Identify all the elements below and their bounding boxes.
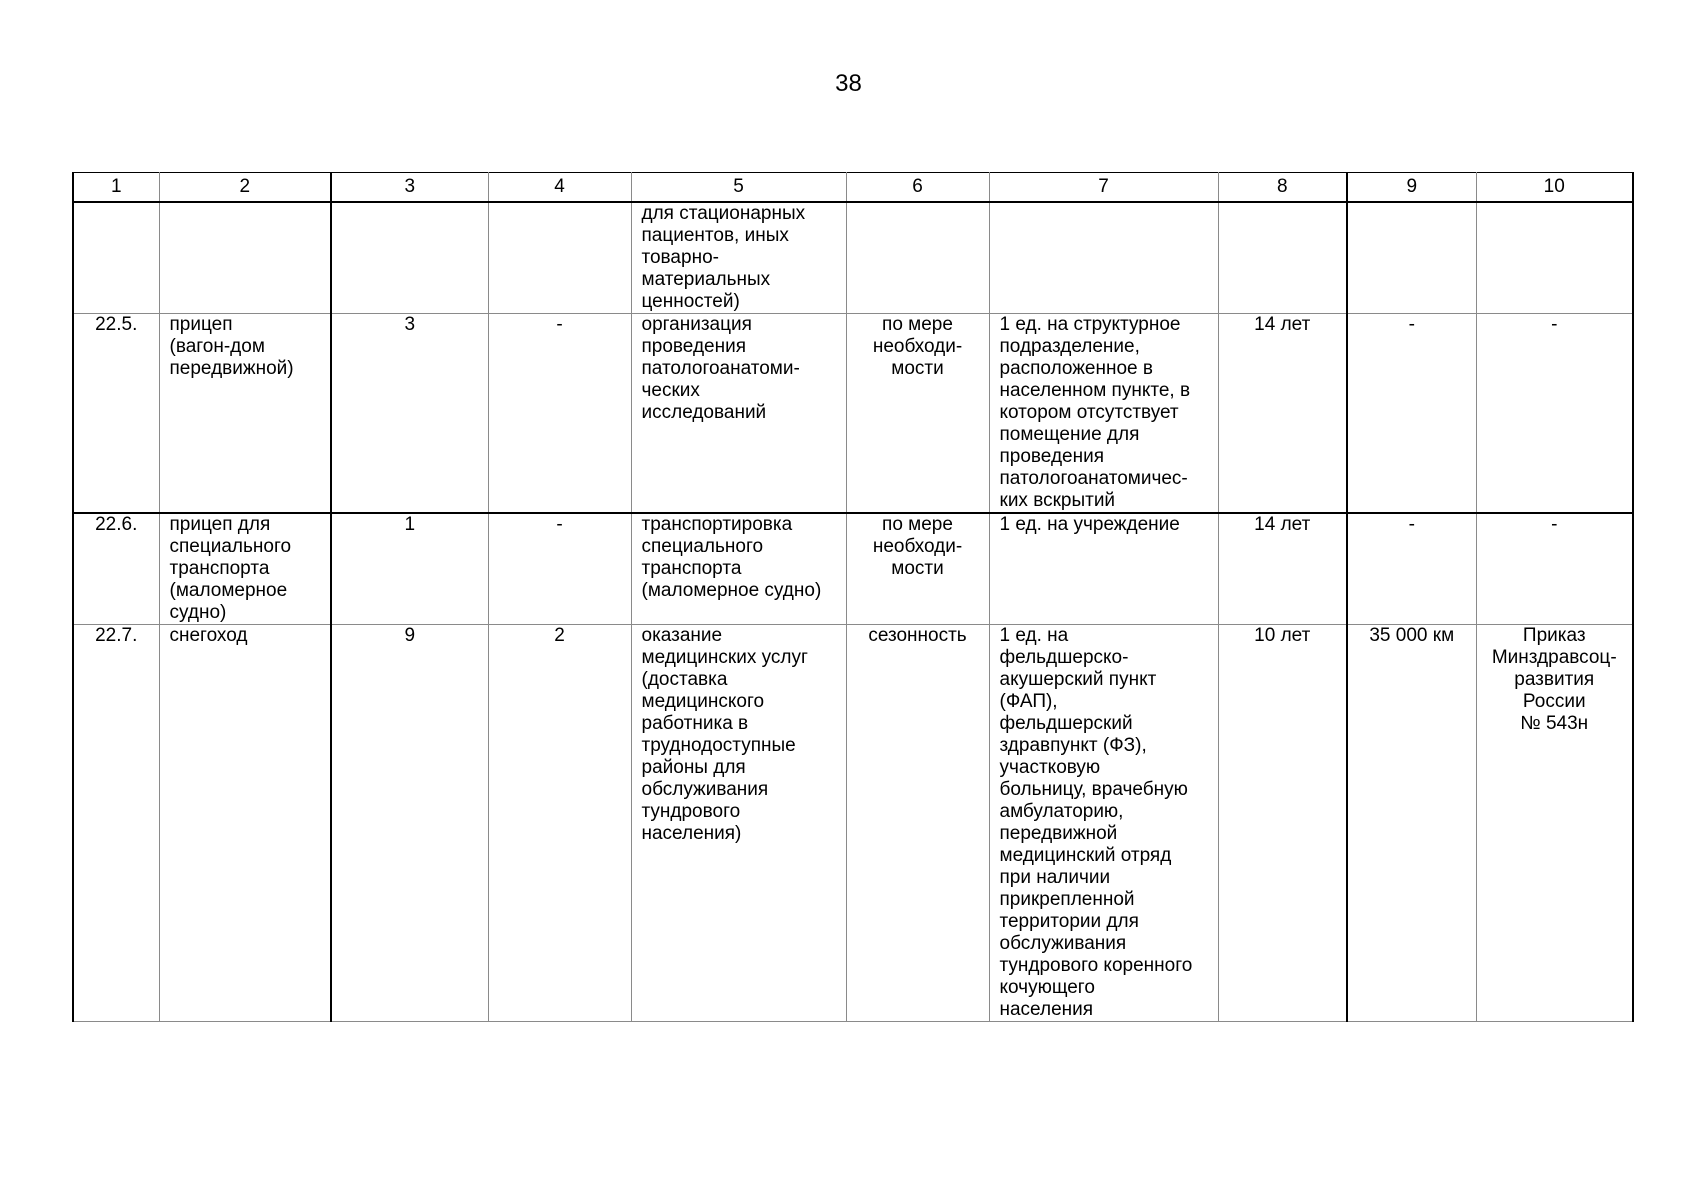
service-life-cell: 14 лет [1218,513,1347,625]
mileage-cell: - [1347,513,1476,625]
allocation-norm-cell: 1 ед. на фельдшерско- акушерский пункт (ФАП), фельдшерский здравпункт (ФЗ), участковую больницу, врачебную амбулаторию, передвижной медицинский отряд при наличии прикрепленной территории для обслуживания тундрового коренного кочующего населения [989,625,1218,1022]
row-number-cell: 22.6. [73,513,159,625]
reference-cell: - [1476,314,1633,514]
mileage-cell [1347,202,1476,314]
purpose-cell: для стационарных пациентов, иных товарно- материальных ценностей) [631,202,846,314]
column-header: 8 [1218,173,1347,203]
item-name-cell: прицеп для специального транспорта (маломерное судно) [159,513,331,625]
row-number-cell [73,202,159,314]
reserve-cell: - [488,513,631,625]
table-header-row [73,173,1633,203]
purpose-cell: оказание медицинских услуг (доставка медицинского работника в труднодоступные районы для обслуживания тундрового населения) [631,625,846,1022]
column-header: 5 [631,173,846,203]
table-row [73,625,1633,1022]
mileage-cell: 35 000 км [1347,625,1476,1022]
frequency-cell [846,202,989,314]
frequency-cell: по мере необходи- мости [846,513,989,625]
service-life-cell: 14 лет [1218,314,1347,514]
table-row [73,513,1633,625]
item-name-cell: прицеп (вагон-дом передвижной) [159,314,331,514]
column-header: 2 [159,173,331,203]
table-row [73,314,1633,514]
equipment-norms-table [72,172,1634,1022]
item-name-cell [159,202,331,314]
quantity-cell: 1 [331,513,488,625]
item-name-cell: снегоход [159,625,331,1022]
table-row [73,202,1633,314]
purpose-cell: организация проведения патологоанатоми- ческих исследований [631,314,846,514]
allocation-norm-cell [989,202,1218,314]
row-number-cell: 22.7. [73,625,159,1022]
column-header: 6 [846,173,989,203]
column-header: 9 [1347,173,1476,203]
column-header: 10 [1476,173,1633,203]
column-header: 7 [989,173,1218,203]
allocation-norm-cell: 1 ед. на учреждение [989,513,1218,625]
reference-cell: Приказ Минздравсоц- развития России № 543н [1476,625,1633,1022]
allocation-norm-cell: 1 ед. на структурное подразделение, расположенное в населенном пункте, в котором отсутствует помещение для проведения патологоанатомичес- ких вскрытий [989,314,1218,514]
reserve-cell: - [488,314,631,514]
reserve-cell [488,202,631,314]
column-header: 4 [488,173,631,203]
service-life-cell [1218,202,1347,314]
column-header: 1 [73,173,159,203]
frequency-cell: по мере необходи- мости [846,314,989,514]
column-header: 3 [331,173,488,203]
page-number: 38 [835,70,862,97]
reference-cell [1476,202,1633,314]
frequency-cell: сезонность [846,625,989,1022]
purpose-cell: транспортировка специального транспорта (маломерное судно) [631,513,846,625]
quantity-cell [331,202,488,314]
row-number-cell: 22.5. [73,314,159,514]
reserve-cell: 2 [488,625,631,1022]
mileage-cell: - [1347,314,1476,514]
quantity-cell: 9 [331,625,488,1022]
reference-cell: - [1476,513,1633,625]
service-life-cell: 10 лет [1218,625,1347,1022]
quantity-cell: 3 [331,314,488,514]
